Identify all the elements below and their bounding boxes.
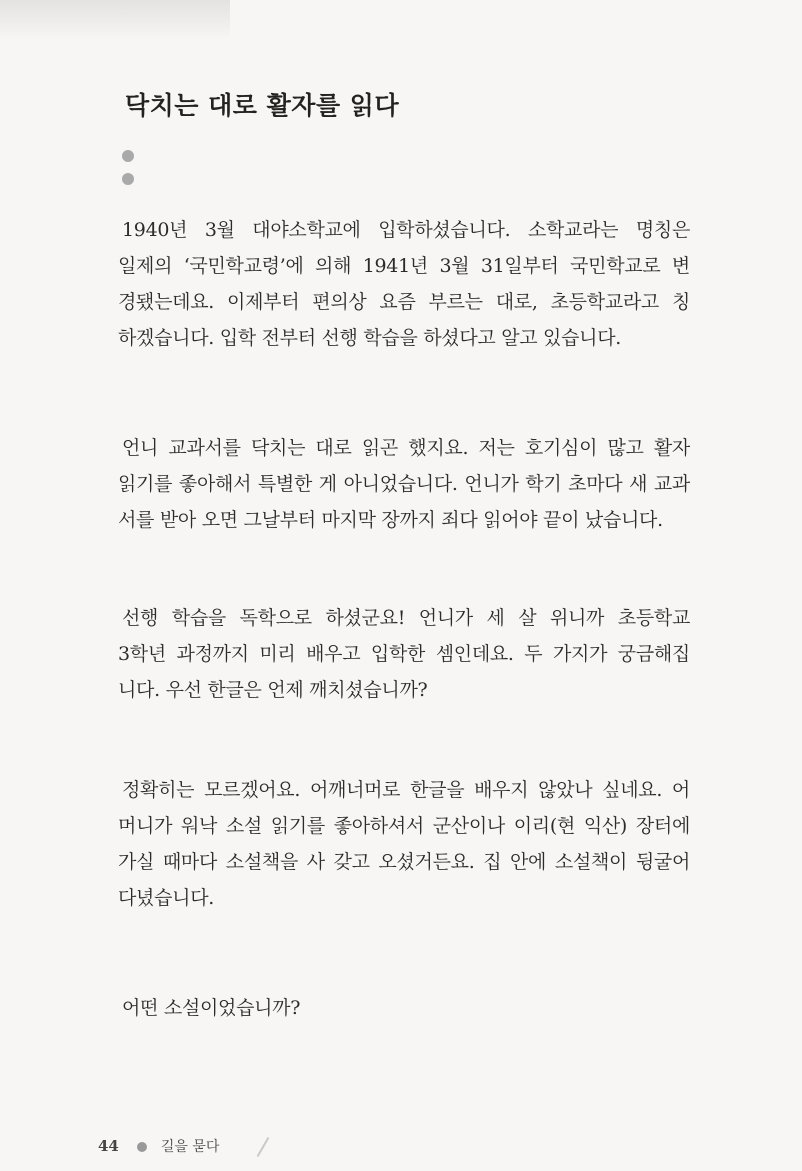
text-line: 선행 학습을 독학으로 하셨군요! 언니가 세 살 위니까 초등학교 bbox=[122, 607, 690, 629]
paragraph-answer-1 bbox=[118, 430, 690, 538]
text-line: 3학년 과정까지 미리 배우고 입학한 셈인데요. 두 가지가 궁금해집 bbox=[118, 643, 690, 665]
text-line: 1940년 3월 대야소학교에 입학하셨습니다. 소학교라는 명칭은 bbox=[122, 219, 690, 241]
section-title: 닥치는 대로 활자를 읽다 bbox=[125, 91, 400, 120]
ornament-dot bbox=[122, 173, 134, 185]
text-line: 서를 받아 오면 그날부터 마지막 장까지 죄다 읽어야 끝이 났습니다. bbox=[118, 509, 663, 531]
scan-shadow bbox=[0, 0, 230, 40]
title-ornament bbox=[122, 150, 134, 196]
text-line: 경됐는데요. 이제부터 편의상 요즘 부르는 대로, 초등학교라고 칭 bbox=[118, 291, 690, 313]
footer-dot bbox=[137, 1142, 147, 1152]
paragraph-answer-2 bbox=[118, 772, 690, 916]
ornament-dot bbox=[122, 150, 134, 162]
book-title: 길을 묻다 bbox=[160, 1139, 220, 1155]
text-line: 머니가 워낙 소설 읽기를 좋아하셔서 군산이나 이리(현 익산) 장터에 bbox=[118, 815, 690, 837]
page-number: 44 bbox=[98, 1137, 119, 1155]
paragraph-question-2 bbox=[118, 600, 690, 708]
pen-mark bbox=[257, 1137, 270, 1157]
text-line: 언니 교과서를 닥치는 대로 읽곤 했지요. 저는 호기심이 많고 활자 bbox=[122, 437, 690, 459]
text-line: 읽기를 좋아해서 특별한 게 아니었습니다. 언니가 학기 초마다 새 교과 bbox=[118, 473, 690, 495]
text-line: 가실 때마다 소설책을 사 갖고 오셨거든요. 집 안에 소설책이 뒹굴어 bbox=[118, 851, 690, 873]
paragraph-question-3 bbox=[118, 990, 690, 1026]
page-footer bbox=[98, 1136, 219, 1156]
text-line: 다녔습니다. bbox=[118, 887, 215, 909]
text-line: 어떤 소설이었습니까? bbox=[122, 997, 301, 1019]
paragraph-question-1 bbox=[118, 212, 690, 356]
text-line: 정확히는 모르겠어요. 어깨너머로 한글을 배우지 않았나 싶네요. 어 bbox=[122, 779, 690, 801]
text-line: 일제의 ‘국민학교령’에 의해 1941년 3월 31일부터 국민학교로 변 bbox=[118, 255, 690, 277]
text-line: 하겠습니다. 입학 전부터 선행 학습을 하셨다고 알고 있습니다. bbox=[118, 327, 622, 349]
text-line: 니다. 우선 한글은 언제 깨치셨습니까? bbox=[118, 679, 428, 701]
